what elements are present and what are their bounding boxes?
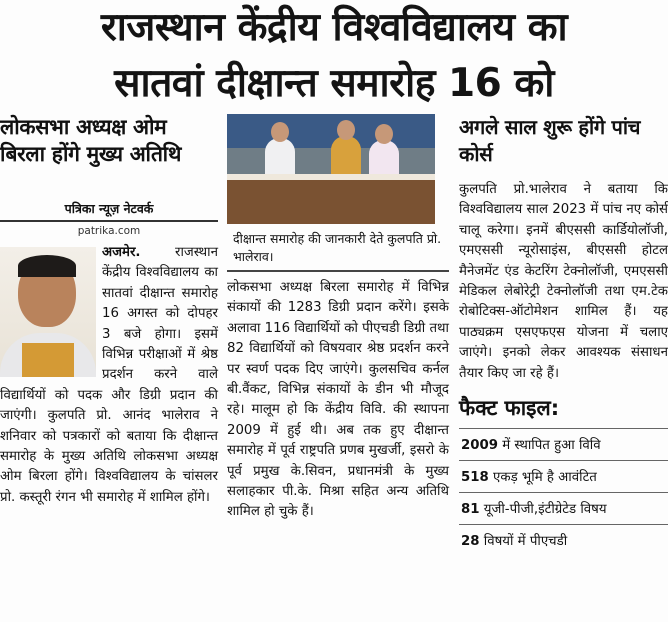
left-article-body: [0, 243, 218, 508]
left-column: [0, 114, 218, 508]
fact-item: 28 विषयों में पीएचडी: [459, 524, 668, 556]
middle-column: [227, 114, 449, 523]
fact-item: 518 एकड़ भूमि है आवंटित: [459, 460, 668, 492]
byline: पत्रिका न्यूज़ नेटवर्क: [0, 200, 218, 222]
right-column: [459, 114, 668, 556]
left-subheading: लोकसभा अध्यक्ष ओम बिरला होंगे मुख्य अतिथि: [0, 115, 182, 166]
headline-line-1: राजस्थान केंद्रीय विश्वविद्यालय का: [100, 5, 568, 50]
press-conference-photo: [227, 114, 435, 224]
headline-line-2: सातवां दीक्षान्त समारोह 16 को: [114, 61, 554, 106]
middle-article-body: लोकसभा अध्यक्ष बिरला समारोह में विभिन्न संकायों की 1283 डिग्री प्रदान करेंगे। इसके अलावा 116 विद्यार्थियों को पीएचडी डिग्री तथा 82 विद्यार्थियों को विषयवार श्रेष्ठ प्रदर्शन करने पर स्वर्ण पदक दिए जाएंगे। कुलसचिव कर्नल बी.वैंकट, विभिन्न संकायों के डीन भी मौजूद रहे। मालूम हो कि केंद्रीय विवि. की स्थापना 2009 में हुई थी। अब तक हुए दीक्षान्त समारोह में पूर्व राष्ट्रपति प्रणब मुखर्जी, इसरो के पूर्व प्रमुख के.सिवन, प्रधानमंत्री के मुख्य सलाहकार पी.के. मिश्रा सहित अन्य अतिथि शामिल हो चुके हैं।: [227, 280, 449, 520]
right-article-body: कुलपति प्रो.भालेराव ने बताया कि विश्वविद्यालय साल 2023 में पांच नए कोर्स चालू करेगा। इनमें बीएससी कार्डियोलॉजी, एमएससी न्यूरोसाइंस, बीएससी होटल मैनेजमेंट एंड केटरिंग टेक्नोलॉजी, एमएससी मेडिकल लेबोरेट्री टेक्नोलॉजी तथा एम.टेक रोबोटिक्स-ऑटोमेशन शामिल हैं। यह पाठ्यक्रम एसएफएस योजना में चलाए जाएंगे। इनको लेकर आवश्यक संसाधन तैयार किए जा रहे हैं।: [459, 182, 668, 381]
fact-file-heading: फैक्ट फाइल:: [459, 396, 560, 421]
byline-domain: patrika.com: [77, 225, 141, 237]
fact-item: 2009 में स्थापित हुआ विवि: [459, 428, 668, 460]
photo-caption: दीक्षान्त समारोह की जानकारी देते कुलपति प्रो. भालेराव।: [227, 224, 449, 272]
fact-list: [459, 428, 668, 556]
fact-item: 81 यूजी-पीजी,इंटीग्रेटेड विषय: [459, 492, 668, 524]
left-article-text: राजस्थान केंद्रीय विश्वविद्यालय का सातवां दीक्षान्त समारोह 16 अगस्त को दोपहर 3 बजे होगा। इसमें विभिन्न परीक्षाओं में श्रेष्ठ प्रदर्शन करने वाले विद्यार्थियों को पदक और डिग्री प्रदान की जाएंगी। कुलपति प्रो. आनंद भालेराव ने शनिवार को पत्रकारों को बताया कि दीक्षान्त समारोह के मुख्य अतिथि लोकसभा अध्यक्ष ओम बिरला होंगे। विश्वविद्यालय के चांसलर प्रो. कस्तूरी रंगन भी समारोह में शामिल होंगे।: [0, 245, 218, 505]
headline: [0, 0, 668, 112]
om-birla-photo: [0, 247, 96, 377]
right-subheading: अगले साल शुरू होंगे पांच कोर्स: [459, 115, 641, 166]
dateline: अजमेर.: [102, 245, 141, 260]
